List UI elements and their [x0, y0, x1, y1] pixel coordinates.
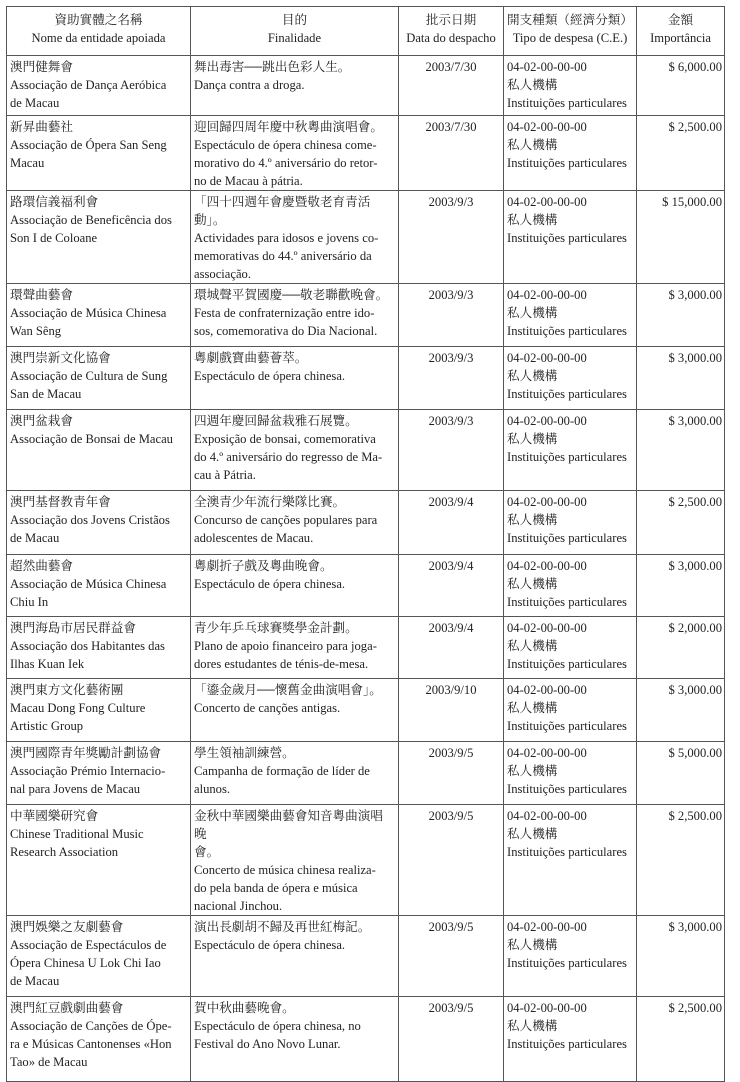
table-row [7, 997, 725, 1082]
cell-purpose: 「鎏金歲月──懷舊金曲演唱會」。 Concerto de canções antigas. [191, 679, 399, 742]
table-row [7, 410, 725, 491]
cell-entity-name: 澳門海島市居民群益會 Associação dos Habitantes das Ilhas Kuan Iek [7, 617, 191, 679]
header-date: 批示日期 Data do despacho [399, 7, 504, 56]
cell-entity-name: 環聲曲藝會 Associação de Música Chinesa Wan Sêng [7, 284, 191, 347]
cell-entity-name: 澳門基督教青年會 Associação dos Jovens Cristãos de Macau [7, 491, 191, 555]
cell-amount: $ 2,500.00 [637, 116, 725, 191]
cell-amount: $ 2,500.00 [637, 805, 725, 916]
cell-entity-name: 澳門娛樂之友劇藝會 Associação de Espectáculos de Ópera Chinesa U Lok Chi Iao de Macau [7, 916, 191, 997]
cell-purpose: 全澳青少年流行樂隊比賽。 Concurso de canções populares para adolescentes de Macau. [191, 491, 399, 555]
cell-purpose: 青少年乒乓球賽獎學金計劃。 Plano de apoio financeiro para joga- dores estudantes de ténis-de-mesa. [191, 617, 399, 679]
table-row [7, 679, 725, 742]
cell-entity-name: 澳門紅豆戲劇曲藝會 Associação de Canções de Ópe- ra e Músicas Cantonenses «Hon Tao» de Macau [7, 997, 191, 1082]
cell-entity-name: 澳門崇新文化協會 Associação de Cultura de Sung San de Macau [7, 347, 191, 410]
table-row [7, 116, 725, 191]
cell-expense-type: 04-02-00-00-00 私人機構 Instituições particulares [504, 997, 637, 1082]
table-row [7, 491, 725, 555]
cell-date: 2003/9/3 [399, 284, 504, 347]
table-row [7, 284, 725, 347]
cell-date: 2003/9/4 [399, 491, 504, 555]
cell-date: 2003/9/3 [399, 410, 504, 491]
cell-amount: $ 3,000.00 [637, 347, 725, 410]
cell-amount: $ 2,500.00 [637, 491, 725, 555]
cell-expense-type: 04-02-00-00-00 私人機構 Instituições particulares [504, 191, 637, 284]
cell-amount: $ 6,000.00 [637, 56, 725, 116]
cell-date: 2003/9/5 [399, 742, 504, 805]
cell-expense-type: 04-02-00-00-00 私人機構 Instituições particulares [504, 56, 637, 116]
cell-purpose: 四週年慶回歸盆栽雅石展覽。 Exposição de bonsai, comemorativa do 4.º aniversário do regresso de Ma- cau à Pátria. [191, 410, 399, 491]
cell-date: 2003/9/10 [399, 679, 504, 742]
cell-entity-name: 新昇曲藝社 Associação de Ópera San Seng Macau [7, 116, 191, 191]
cell-amount: $ 3,000.00 [637, 284, 725, 347]
cell-expense-type: 04-02-00-00-00 私人機構 Instituições particulares [504, 347, 637, 410]
table-row [7, 191, 725, 284]
cell-purpose: 舞出毒害──跳出色彩人生。 Dança contra a droga. [191, 56, 399, 116]
cell-expense-type: 04-02-00-00-00 私人機構 Instituições particulares [504, 555, 637, 617]
table-row [7, 56, 725, 116]
cell-expense-type: 04-02-00-00-00 私人機構 Instituições particulares [504, 742, 637, 805]
cell-purpose: 迎回歸四周年慶中秋粵曲演唱會。 Espectáculo de ópera chinesa come- morativo do 4.º aniversário do retor- no de Macau à pátria. [191, 116, 399, 191]
cell-expense-type: 04-02-00-00-00 私人機構 Instituições particulares [504, 679, 637, 742]
cell-entity-name: 澳門國際青年獎勵計劃協會 Associação Prémio Internacio- nal para Jovens de Macau [7, 742, 191, 805]
cell-purpose: 粵劇折子戲及粵曲晚會。 Espectáculo de ópera chinesa. [191, 555, 399, 617]
cell-purpose: 粵劇戲寶曲藝薈萃。 Espectáculo de ópera chinesa. [191, 347, 399, 410]
cell-purpose: 環城聲平賀國慶──敬老聯歡晚會。 Festa de confraternização entre ido- sos, comemorativa do Dia Nacional. [191, 284, 399, 347]
table-row [7, 555, 725, 617]
cell-purpose: 金秋中華國樂曲藝會知音粵曲演唱晚 會。 Concerto de música chinesa realiza- do pela banda de ópera e música nacional Jinchou. [191, 805, 399, 916]
cell-entity-name: 澳門東方文化藝術團 Macau Dong Fong Culture Artistic Group [7, 679, 191, 742]
cell-expense-type: 04-02-00-00-00 私人機構 Instituições particulares [504, 491, 637, 555]
cell-date: 2003/9/3 [399, 191, 504, 284]
cell-date: 2003/9/4 [399, 555, 504, 617]
cell-entity-name: 澳門健舞會 Associação de Dança Aeróbica de Macau [7, 56, 191, 116]
cell-expense-type: 04-02-00-00-00 私人機構 Instituições particulares [504, 617, 637, 679]
cell-entity-name: 中華國樂研究會 Chinese Traditional Music Research Association [7, 805, 191, 916]
cell-expense-type: 04-02-00-00-00 私人機構 Instituições particulares [504, 116, 637, 191]
table-row [7, 742, 725, 805]
cell-purpose: 賀中秋曲藝晚會。 Espectáculo de ópera chinesa, no Festival do Ano Novo Lunar. [191, 997, 399, 1082]
table-row [7, 347, 725, 410]
cell-expense-type: 04-02-00-00-00 私人機構 Instituições particulares [504, 916, 637, 997]
cell-amount: $ 2,000.00 [637, 617, 725, 679]
cell-amount: $ 15,000.00 [637, 191, 725, 284]
header-amount: 金額 Importância [637, 7, 725, 56]
cell-date: 2003/9/4 [399, 617, 504, 679]
cell-amount: $ 3,000.00 [637, 679, 725, 742]
cell-purpose: 演出長劇胡不歸及再世紅梅記。 Espectáculo de ópera chinesa. [191, 916, 399, 997]
table-row [7, 805, 725, 916]
cell-amount: $ 2,500.00 [637, 997, 725, 1082]
cell-purpose: 「四十四週年會慶暨敬老育青活動」。 Actividades para idosos e jovens co- memorativas do 44.º aniversário da associação. [191, 191, 399, 284]
table-row [7, 916, 725, 997]
cell-amount: $ 5,000.00 [637, 742, 725, 805]
cell-expense-type: 04-02-00-00-00 私人機構 Instituições particulares [504, 284, 637, 347]
cell-expense-type: 04-02-00-00-00 私人機構 Instituições particulares [504, 410, 637, 491]
cell-amount: $ 3,000.00 [637, 410, 725, 491]
cell-entity-name: 超然曲藝會 Associação de Música Chinesa Chiu In [7, 555, 191, 617]
cell-purpose: 學生領袖訓練營。 Campanha de formação de líder de alunos. [191, 742, 399, 805]
cell-date: 2003/7/30 [399, 56, 504, 116]
cell-date: 2003/7/30 [399, 116, 504, 191]
cell-amount: $ 3,000.00 [637, 555, 725, 617]
cell-entity-name: 澳門盆栽會 Associação de Bonsai de Macau [7, 410, 191, 491]
header-purpose: 目的 Finalidade [191, 7, 399, 56]
header-entity-name: 資助實體之名稱 Nome da entidade apoiada [7, 7, 191, 56]
cell-date: 2003/9/5 [399, 997, 504, 1082]
subsidy-table [6, 6, 725, 1082]
cell-expense-type: 04-02-00-00-00 私人機構 Instituições particulares [504, 805, 637, 916]
cell-date: 2003/9/5 [399, 916, 504, 997]
cell-date: 2003/9/3 [399, 347, 504, 410]
cell-entity-name: 路環信義福利會 Associação de Beneficência dos Son I de Coloane [7, 191, 191, 284]
header-row [7, 7, 725, 56]
cell-date: 2003/9/5 [399, 805, 504, 916]
header-expense-type: 開支種類（經濟分類） Tipo de despesa (C.E.) [504, 7, 637, 56]
cell-amount: $ 3,000.00 [637, 916, 725, 997]
table-row [7, 617, 725, 679]
